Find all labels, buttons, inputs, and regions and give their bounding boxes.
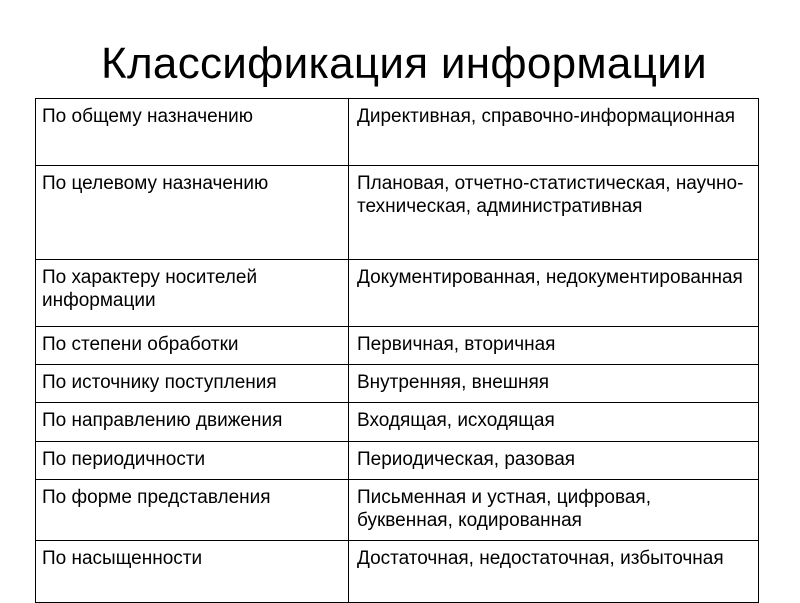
table-row xyxy=(36,442,759,480)
types-cell xyxy=(349,541,759,603)
criterion-cell: По насыщенности xyxy=(36,541,349,603)
types-text: Входящая, исходящая xyxy=(357,410,555,431)
criterion-cell: По форме представления xyxy=(36,480,349,541)
types-text: Периодическая, разовая xyxy=(357,449,576,470)
criterion-cell: По степени обработки xyxy=(36,327,349,365)
table-row xyxy=(36,166,759,260)
types-text: Письменная и устная, цифровая, буквенная, кодированная xyxy=(357,487,651,531)
criterion-cell: По периодичности xyxy=(36,442,349,480)
types-cell xyxy=(349,480,759,541)
types-text: Первичная, вторичная xyxy=(357,334,556,355)
table-row xyxy=(36,541,759,603)
types-cell xyxy=(349,99,759,166)
table-row xyxy=(36,480,759,541)
types-text: Директивная, справочно-информационная xyxy=(357,106,736,127)
types-text: Внутренняя, внешняя xyxy=(357,372,550,393)
types-cell xyxy=(349,260,759,327)
types-cell xyxy=(349,442,759,480)
types-cell xyxy=(349,166,759,260)
criterion-cell: По источнику поступления xyxy=(36,365,349,403)
criterion-cell: По общему назначению xyxy=(36,99,349,166)
types-text: Достаточная, недостаточная, избыточная xyxy=(357,548,724,569)
types-text: Плановая, отчетно-статистическая, научно-техническая, административная xyxy=(357,173,744,217)
criterion-cell: По характеру носителей информации xyxy=(36,260,349,327)
table-row xyxy=(36,327,759,365)
classification-table xyxy=(35,98,759,603)
types-text: Документированная, недокументированная xyxy=(357,267,743,288)
types-cell xyxy=(349,403,759,442)
table-row xyxy=(36,365,759,403)
criterion-cell: По целевому назначению xyxy=(36,166,349,260)
table-row xyxy=(36,260,759,327)
types-cell xyxy=(349,327,759,365)
table-row xyxy=(36,403,759,442)
types-cell xyxy=(349,365,759,403)
criterion-cell: По направлению движения xyxy=(36,403,349,442)
table-row xyxy=(36,99,759,166)
slide-title: Классификация информации xyxy=(101,39,707,88)
